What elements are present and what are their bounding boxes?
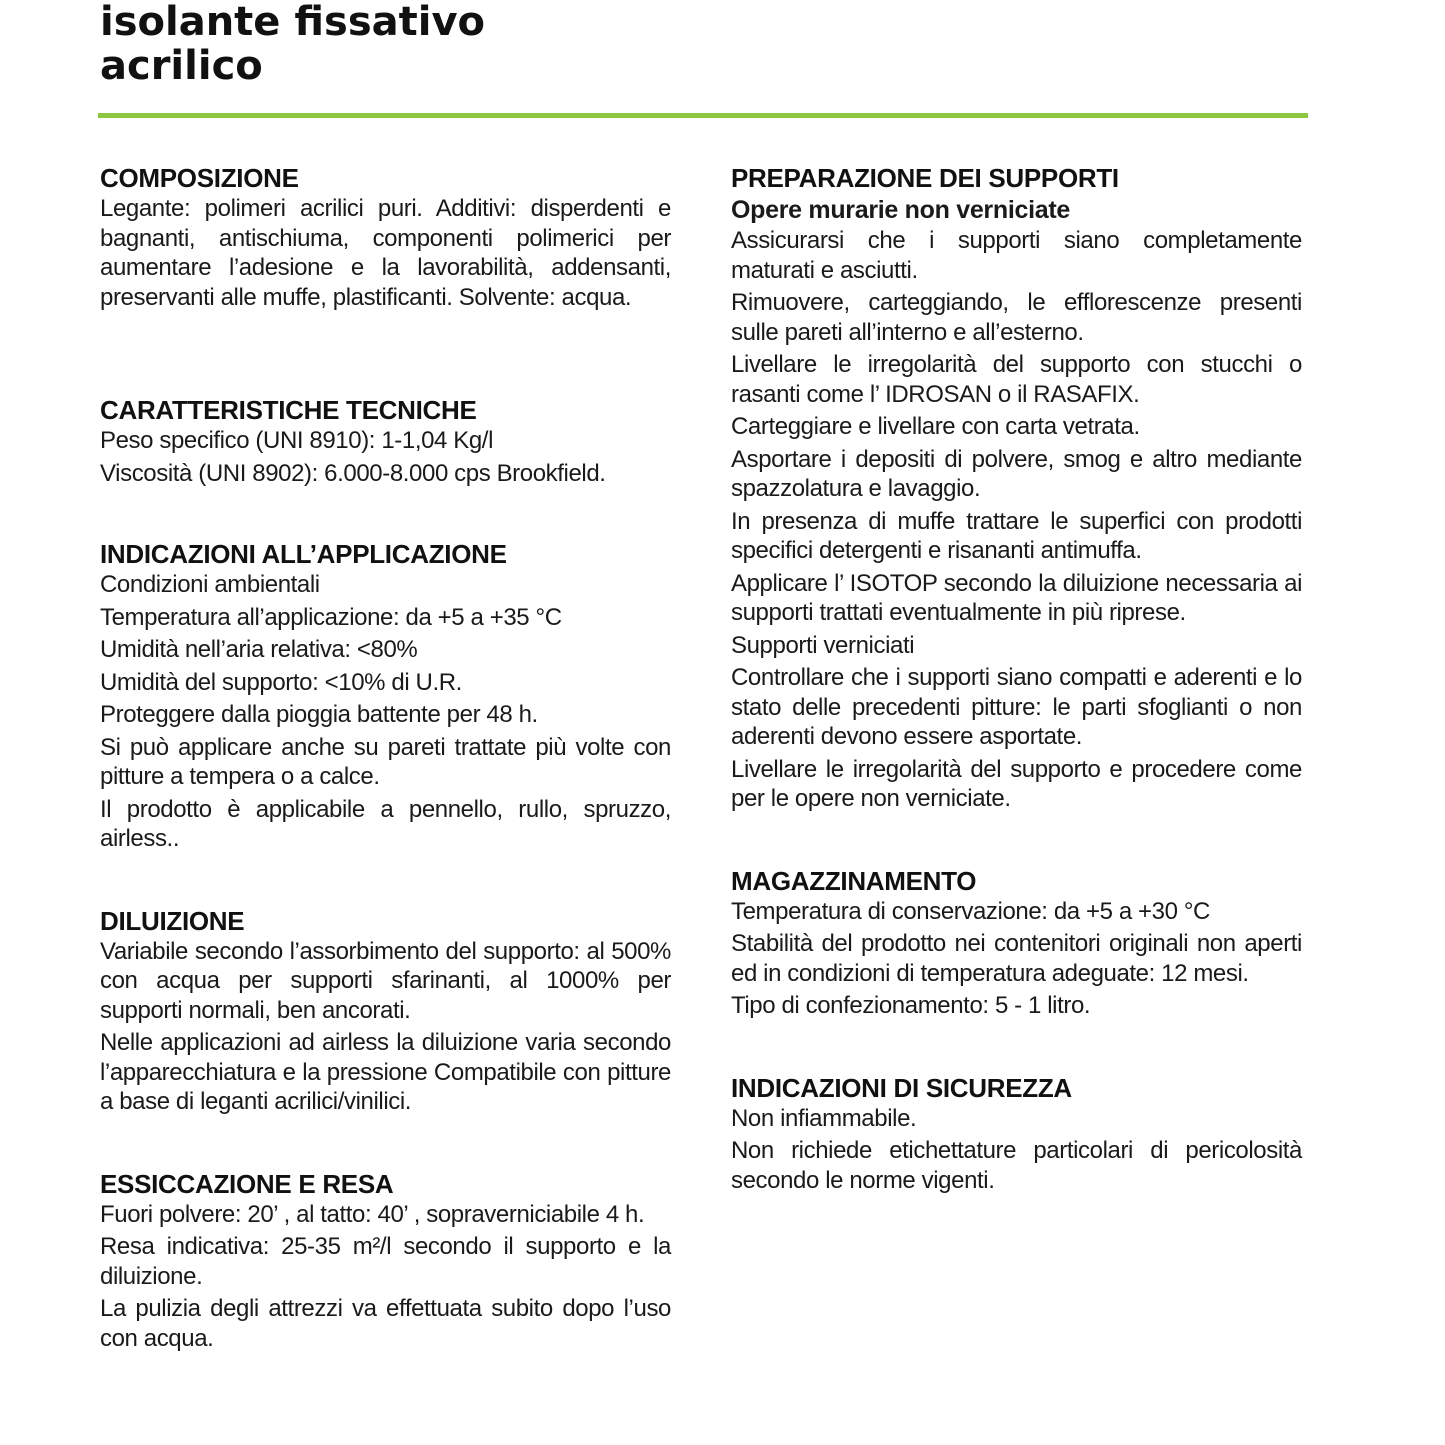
section-paragraph: Fuori polvere: 20’ , al tatto: 40’ , sopraverniciabile 4 h.	[100, 1200, 645, 1228]
section-paragraph: Umidità nell’aria relativa: <80%	[100, 636, 418, 663]
section-paragraph: Assicurarsi che i supporti siano completamente maturati e asciutti.	[731, 227, 1302, 284]
product-title	[100, 0, 485, 88]
section-paragraph: Non richiede etichettature particolari di pericolosità secondo le norme vigenti.	[731, 1137, 1302, 1194]
section-indicazioni-sicurezza	[731, 1072, 1302, 1196]
section-heading: ESSICCAZIONE E RESA	[100, 1168, 394, 1199]
section-paragraph: Stabilità del prodotto nei contenitori originali non aperti ed in condizioni di temperatura adeguate: 12 mesi.	[731, 930, 1302, 987]
section-paragraph: Resa indicativa: 25-35 m²/l secondo il supporto e la diluizione.	[100, 1233, 671, 1290]
section-indicazioni-applicazione	[100, 538, 671, 854]
section-diluizione	[100, 905, 671, 1117]
section-paragraph: Nelle applicazioni ad airless la diluizione varia secondo l’apparecchiatura e la pressione Compatibile con pitture a base di leganti acrilici/vinilici.	[100, 1029, 671, 1115]
section-heading: DILUIZIONE	[100, 905, 245, 936]
section-essiccazione-resa	[100, 1168, 671, 1354]
section-paragraph: Livellare le irregolarità del supporto con stucchi o rasanti come l’ IDROSAN o il RASAFIX.	[731, 351, 1302, 408]
section-heading: PREPARAZIONE DEI SUPPORTI	[731, 163, 1119, 193]
section-preparazione-supporti	[731, 162, 1302, 814]
section-paragraph: Carteggiare e livellare con carta vetrata.	[731, 413, 1140, 440]
section-paragraph: Legante: polimeri acrilici puri. Additivi: disperdenti e bagnanti, antischiuma, componenti polimerici per aumentare l’adesione e la lavorabilità, addensanti, preservanti alle muffe, plastificanti. Solvente: acqua.	[100, 195, 671, 311]
section-paragraph: Peso specifico (UNI 8910): 1-1,04 Kg/l	[100, 427, 493, 454]
section-paragraph: In presenza di muffe trattare le superfici con prodotti specifici detergenti e risananti antimuffa.	[731, 507, 1302, 564]
left-column	[100, 162, 671, 1356]
section-heading: COMPOSIZIONE	[100, 163, 299, 193]
section-composizione	[100, 162, 671, 312]
title-divider	[98, 113, 1308, 118]
section-paragraph: Controllare che i supporti siano compatti e aderenti e lo stato delle precedenti pitture: le parti sfoglianti o non aderenti devono essere asportate.	[731, 664, 1302, 750]
section-heading: INDICAZIONI ALL’APPLICAZIONE	[100, 539, 507, 569]
section-paragraph: Tipo di confezionamento: 5 - 1 litro.	[731, 992, 1091, 1019]
section-paragraph: Asportare i depositi di polvere, smog e altro mediante spazzolatura e lavaggio.	[731, 445, 1302, 502]
section-paragraph: La pulizia degli attrezzi va effettuata subito dopo l’uso con acqua.	[100, 1295, 671, 1352]
section-paragraph: Variabile secondo l’assorbimento del supporto: al 500% con acqua per supporti sfarinanti, al 1000% per supporti normali, ben ancorati.	[100, 937, 671, 1024]
section-paragraph: Umidità del supporto: <10% di U.R.	[100, 668, 462, 696]
section-paragraph: Applicare l’ ISOTOP secondo la diluizione necessaria ai supporti trattati eventualmente in più riprese.	[731, 569, 1302, 626]
section-caratteristiche-tecniche	[100, 394, 671, 488]
section-heading: CARATTERISTICHE TECNICHE	[100, 395, 477, 425]
section-paragraph: Proteggere dalla pioggia battente per 48 h.	[100, 701, 538, 728]
section-paragraph: Il prodotto è applicabile a pennello, rullo, spruzzo, airless..	[100, 795, 671, 852]
section-paragraph: Non infiammabile.	[731, 1104, 917, 1132]
section-paragraph: Rimuovere, carteggiando, le efflorescenze presenti sulle pareti all’interno e all’esterno.	[731, 289, 1302, 346]
section-paragraph: Si può applicare anche su pareti trattate più volte con pitture a tempera o a calce.	[100, 733, 671, 790]
section-paragraph: Livellare le irregolarità del supporto e procedere come per le opere non verniciate.	[731, 755, 1302, 812]
section-heading: MAGAZZINAMENTO	[731, 865, 977, 896]
section-subheading: Opere murarie non verniciate	[731, 196, 1070, 224]
product-title-line-1: isolante fissativo	[100, 0, 485, 45]
section-paragraph: Temperatura all’applicazione: da +5 a +35 °C	[100, 603, 562, 631]
section-heading: INDICAZIONI DI SICUREZZA	[731, 1072, 1072, 1103]
right-column	[731, 162, 1302, 1198]
product-title-line-2: acrilico	[100, 43, 263, 89]
section-paragraph: Viscosità (UNI 8902): 6.000-8.000 cps Brookfield.	[100, 459, 606, 487]
section-paragraph: Supporti verniciati	[731, 631, 915, 659]
section-magazzinamento	[731, 865, 1302, 1021]
section-paragraph: Condizioni ambientali	[100, 571, 320, 598]
section-paragraph: Temperatura di conservazione: da +5 a +30 °C	[731, 897, 1210, 925]
